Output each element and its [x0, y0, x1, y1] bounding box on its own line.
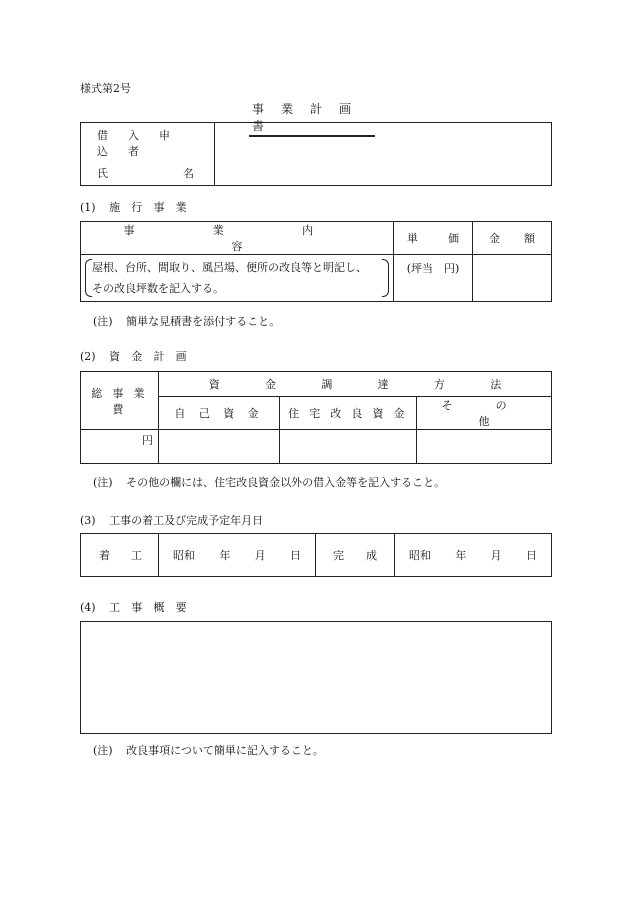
unit-price-cell[interactable]: [394, 255, 473, 302]
section2-heading-text: 資 金 計 画: [109, 350, 191, 363]
start-day-unit: 日: [289, 549, 301, 562]
section4-heading-num: (4): [80, 601, 96, 614]
applicant-label-top: 借 入 申 込 者: [97, 129, 179, 158]
applicant-label-cell: [81, 123, 215, 186]
section3-heading: [80, 512, 263, 528]
start-label-cell: [81, 534, 159, 577]
applicant-label-right: 名: [183, 167, 194, 180]
section4-note-text: 改良事項について簡単に記入すること。: [126, 744, 324, 757]
work-content-line2: その改良坪数を記入する。: [92, 282, 224, 295]
end-era: 昭和: [409, 549, 431, 562]
section1-heading: [80, 199, 191, 215]
section3-heading-text: 工事の着工及び完成予定年月日: [109, 514, 264, 527]
col-header-content: [81, 222, 394, 255]
work-content-line1: 屋根、台所、間取り、風呂場、便所の改良等と明記し、: [92, 261, 367, 274]
section2-heading-num: (2): [80, 350, 96, 363]
amount-char1: 金: [489, 232, 500, 245]
start-label-char2: 工: [131, 549, 142, 562]
section1-heading-num: (1): [80, 201, 96, 214]
self-fund-header: [159, 397, 280, 430]
unit-price-char1: 単: [407, 232, 418, 245]
total-cost-header: [81, 372, 159, 430]
end-label-cell: [316, 534, 395, 577]
section1-note-label: (注): [93, 315, 113, 328]
start-label-char1: 着: [99, 549, 110, 562]
form-number: 様式第2号: [80, 82, 131, 95]
improvement-fund-header: [280, 397, 417, 430]
applicant-label-left: 氏: [97, 167, 108, 180]
funding-method-header-text: 資 金 調 達 方 法: [208, 378, 523, 391]
amount-cell[interactable]: [473, 255, 552, 302]
self-fund-cell[interactable]: [159, 430, 280, 464]
end-year-unit: 年: [455, 549, 467, 562]
bracket-left: [85, 259, 92, 297]
col-header-unit-price: [394, 222, 473, 255]
applicant-table: [80, 122, 552, 186]
section1-note: [93, 313, 280, 329]
other-header: [417, 397, 552, 430]
improvement-fund-header-text: 住 宅 改 良 資 金: [288, 407, 408, 420]
other-cell[interactable]: [417, 430, 552, 464]
work-content-cell[interactable]: [81, 255, 394, 302]
start-month-unit: 月: [254, 549, 266, 562]
work-overview-box[interactable]: [80, 621, 552, 734]
section4-heading: [80, 599, 191, 615]
page-title-text: 事 業 計 画 書: [252, 102, 358, 133]
section2-heading: [80, 348, 191, 364]
col-header-content-text: 事 業 内 容: [123, 224, 351, 253]
end-label-char1: 完: [333, 549, 344, 562]
start-year-unit: 年: [219, 549, 231, 562]
section1-note-text: 簡単な見積書を添付すること。: [126, 315, 281, 328]
end-date-field[interactable]: [395, 534, 552, 577]
section2-note-text: その他の欄には、住宅改良資金以外の借入金等を記入すること。: [126, 476, 446, 489]
funding-table: [80, 371, 552, 464]
unit-price-char2: 価: [448, 232, 459, 245]
col-header-amount: [473, 222, 552, 255]
section4-note-label: (注): [93, 744, 113, 757]
improvement-fund-cell[interactable]: [280, 430, 417, 464]
section2-note-label: (注): [93, 476, 113, 489]
section4-note: [93, 742, 324, 758]
end-label-char2: 成: [366, 549, 377, 562]
applicant-name-field[interactable]: [215, 123, 552, 186]
section3-heading-num: (3): [80, 514, 96, 527]
total-cost-header-text: 総 事 業 費: [91, 386, 148, 416]
bracket-right: [382, 259, 389, 297]
funding-method-header: [159, 372, 552, 397]
section2-note: [93, 474, 445, 490]
yen-unit: 円: [142, 434, 153, 447]
schedule-table: [80, 533, 552, 577]
other-header-text: そ の 他: [441, 399, 527, 428]
end-day-unit: 日: [525, 549, 537, 562]
unit-price-note: (坪当 円): [406, 262, 460, 275]
end-month-unit: 月: [490, 549, 502, 562]
section4-heading-text: 工 事 概 要: [109, 601, 191, 614]
work-table: [80, 221, 552, 302]
amount-char2: 額: [524, 232, 535, 245]
section1-heading-text: 施 行 事 業: [109, 201, 191, 214]
start-date-field[interactable]: [159, 534, 316, 577]
start-era: 昭和: [173, 549, 195, 562]
self-fund-header-text: 自 己 資 金: [174, 407, 264, 420]
total-cost-cell[interactable]: [81, 430, 159, 464]
